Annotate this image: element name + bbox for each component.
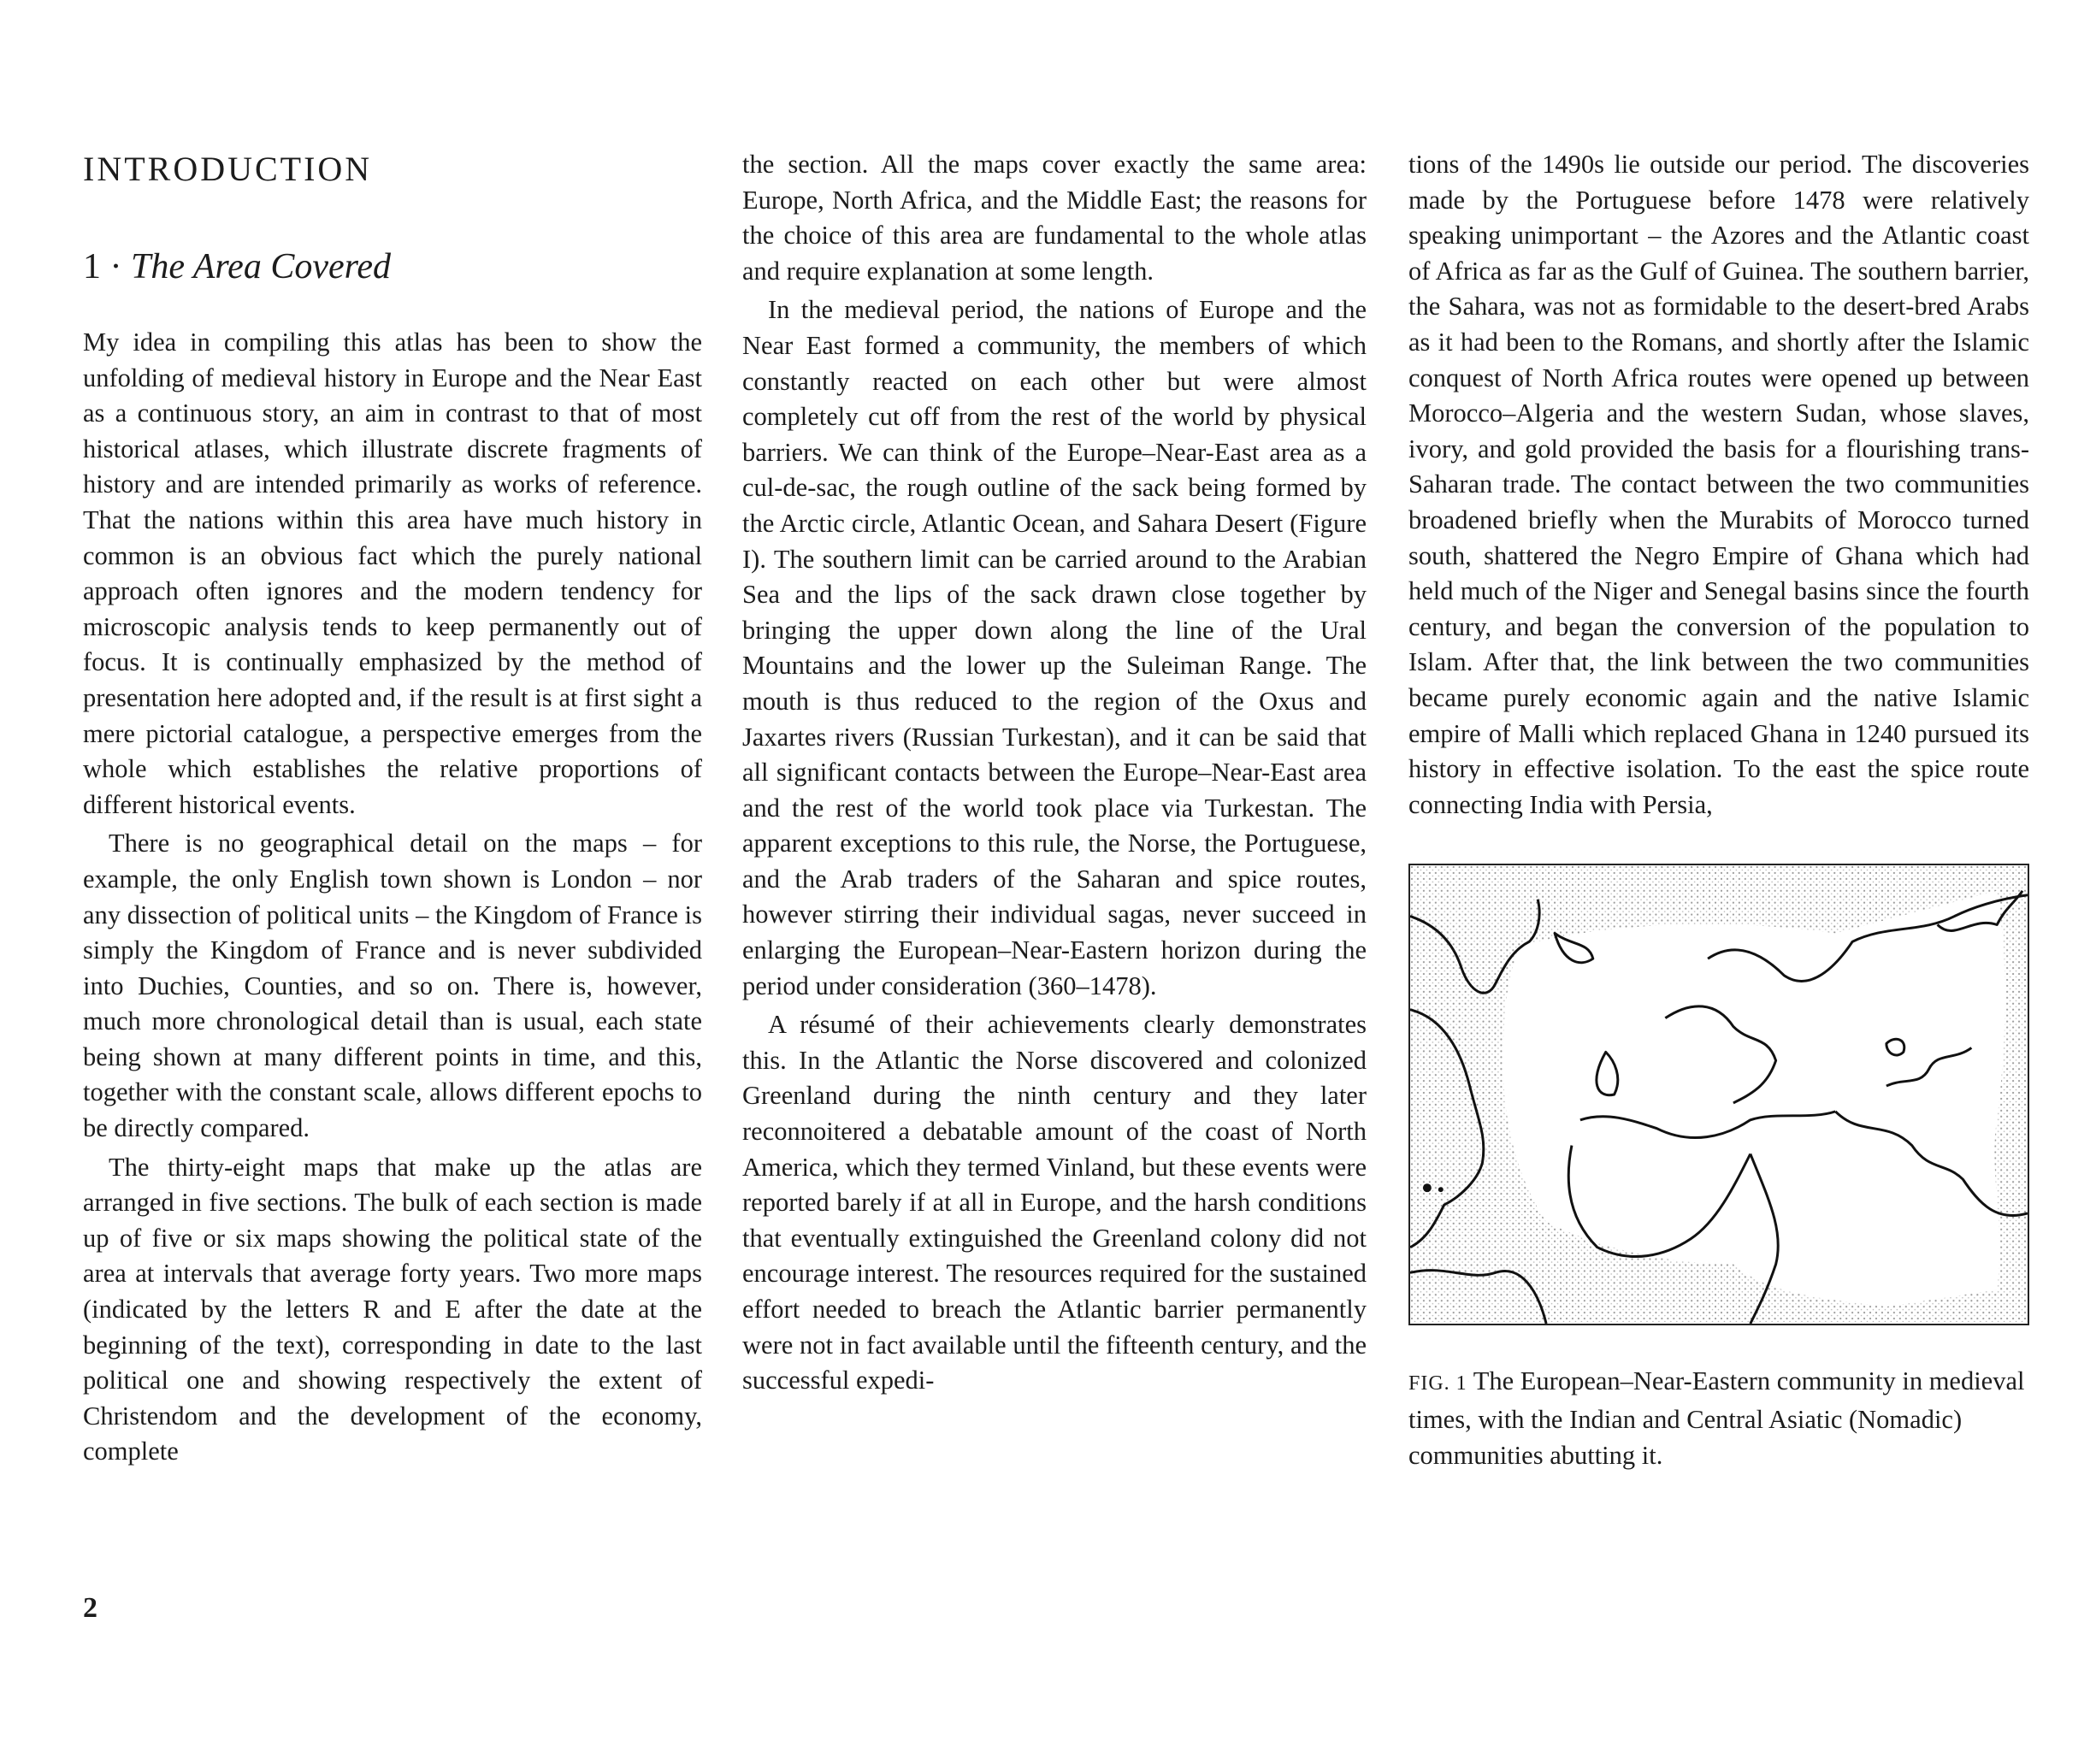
paragraph: There is no geographical detail on the maps – for example, the only English town shown is London – nor any dissection of political units – the Kingdom of France is simply the Kingdom of France and is never subdivided into Duchies, Counties, and so on. There is, however, much more chronological detail than is usual, each state being shown at many different points in time, and this, together with the constant scale, allows different epochs to be directly compared. bbox=[83, 829, 702, 1143]
paragraph: tions of the 1490s lie outside our period. The discoveries made by the Portuguese before 1478 were relatively speaking unimportant – the Azores and the Atlantic coast of Africa as far as the Gulf of Guinea. The southern barrier, the Sahara, was not as formidable to the desert-bred Arabs as it had been to the Romans, and shortly after the Islamic conquest of North Africa routes were opened up between Morocco–Algeria and the western Sudan, whose slaves, ivory, and gold provided the basis for a flourishing trans-Saharan trade. The contact between the two communities broadened briefly when the Murabits of Morocco turned south, shattered the Negro Empire of Ghana which had held much of the Niger and Senegal basins since the fourth century, and began the conversion of the population to Islam. After that, the link between the two communities became purely economic again and the native Islamic empire of Malli which replaced Ghana in 1240 pursued its history in effective isolation. To the east the spice route connecting India with Persia, bbox=[1408, 150, 2029, 819]
island-mark bbox=[1438, 1187, 1444, 1192]
column-2 bbox=[742, 147, 1367, 1399]
section-heading bbox=[83, 245, 702, 289]
figure-label: FIG. 1 bbox=[1408, 1372, 1467, 1395]
column-3 bbox=[1408, 147, 2029, 1473]
paragraph: the section. All the maps cover exactly the same area: Europe, North Africa, and the Middle East; the reasons for the choice of this area are fundamental to the whole atlas and require explanation at some length. bbox=[742, 150, 1367, 286]
section-title: The Area Covered bbox=[131, 247, 392, 286]
figure-caption-text: The European–Near-Eastern community in medieval times, with the Indian and Central Asiatic (Nomadic) communities abutting it. bbox=[1408, 1366, 2025, 1471]
map-illustration bbox=[1410, 865, 2028, 1324]
section-number: 1 · bbox=[83, 247, 122, 286]
community-map bbox=[1408, 864, 2029, 1325]
chapter-heading: INTRODUCTION bbox=[83, 150, 373, 188]
island-mark bbox=[1423, 1184, 1432, 1193]
paragraph: A résumé of their achievements clearly demonstrates this. In the Atlantic the Norse discovered and colonized Greenland during the ninth century and they later reconnoitered a debatable amount of the coast of North America, which they termed Vinland, but these events were reported barely if at all in Europe, and the harsh conditions that eventually extinguished the Greenland colony did not encourage interest. The resources required for the sustained effort needed to breach the Atlantic barrier permanently were not in fact available until the fifteenth century, and the successful expedi- bbox=[742, 1010, 1367, 1395]
paragraph: In the medieval period, the nations of Europe and the Near East formed a community, the members of which constantly reacted on each other but were almost completely cut off from the rest of the world by physical barriers. We can think of the Europe–Near-East area as a cul-de-sac, the rough outline of the sack being formed by the Arctic circle, Atlantic Ocean, and Sahara Desert (Figure I). The southern limit can be carried around to the Arabian Sea and the lips of the sack drawn close together by bringing the upper down along the line of the Ural Mountains and the lower up the Suleiman Range. The mouth is thus reduced to the region of the Oxus and Jaxartes rivers (Russian Turkestan), and it can be said that all significant contacts between the Europe–Near-East area and the rest of the world took place via Turkestan. The apparent exceptions to this rule, the Norse, the Portuguese, and the Arab traders of the Saharan and spice routes, however stirring their individual sagas, never succeed in enlarging the European–Near-Eastern horizon during the period under consideration (360–1478). bbox=[742, 295, 1367, 1000]
paragraph: My idea in compiling this atlas has been to show the unfolding of medieval history in Europe and the Near East as a continuous story, an aim in contrast to that of most historical atlases, which illustrate discrete fragments of history and are intended primarily as works of reference. That the nations within this area have much history in common is an obvious fact which the purely national approach often ignores and the modern tendency for microscopic analysis tends to keep permanently out of focus. It is continually emphasized by the method of presentation here adopted and, if the result is at first sight a mere pictorial catalogue, a perspective emerges from the whole which establishes the relative proportions of different historical events. bbox=[83, 327, 702, 819]
paragraph: The thirty-eight maps that make up the atlas are arranged in five sections. The bulk of each section is made up of five or six maps showing the political state of the area at intervals that average forty years. Two more maps (indicated by the letters R and E after the date at the beginning of the text), corresponding in date to the last political one and showing respectively the extent of Christendom and the development of the economy, complete bbox=[83, 1152, 702, 1466]
figure-1 bbox=[1408, 864, 2029, 1473]
column-1 bbox=[83, 147, 702, 1470]
page-number: 2 bbox=[83, 1592, 97, 1624]
figure-caption bbox=[1408, 1363, 2029, 1473]
